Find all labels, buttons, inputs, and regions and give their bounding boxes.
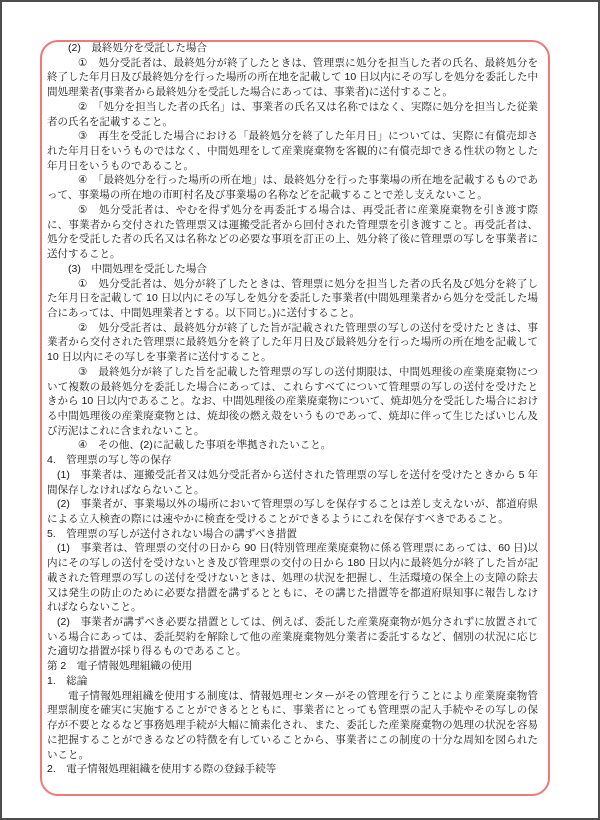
document-text	[47, 41, 538, 777]
document-paragraph: (1) 事業者は、管理票の交付の日から 90 日(特別管理産業廃棄物に係る管理票にあっては、60 日)以内にその写しの送付を受けないとき及び管理票の交付の日から 180 日以内に最終処分が終了した旨が記載された管理票の写しの送付を受けないときは、処理の状況を把握し、生活環境の保全上の支障の除去又は発生の防止のために必要な措置を講ずるとともに、その講じた措置等を都道府県知事に報告しなければならないこと。	[47, 542, 538, 614]
document-paragraph: ① 処分受託者は、最終処分が終了したときは、管理票に処分を担当した者の氏名、最終処分を終了した年月日及び最終処分を行った場所の所在地を記載して 10 日以内にその写しを処分を委託した中間処理業者(事業者から最終処分を受託した場合にあっては、事業者)に送付すること。	[47, 56, 538, 99]
document-paragraph: ③ 再生を受託した場合における「最終処分を終了した年月日」については、実際に有償売却された年月日をいうものではなく、中間処理をして産業廃棄物を客観的に有償売却できる性状の物とした年月日をいうものであること。	[47, 130, 538, 172]
document-paragraph: ② 処分受託者は、最終処分が終了した旨が記載された管理票の写しの送付を受けたときは、事業者から交付された管理票に最終処分を終了した年月日及び最終処分を行った場所の所在地を記載して 10 日以内にその写しを事業者に送付すること。	[47, 321, 538, 364]
document-paragraph: ③ 最終処分が終了した旨を記載した管理票の写しの送付期限は、中間処理後の産業廃棄物について複数の最終処分を委託した場合にあっては、これらすべてについて管理票の写しの送付を受けたときから 10 日以内であること。なお、中間処理後の産業廃棄物について、焼却処分を受託した場合における中間処理後の産業廃棄物とは、焼却後の燃え殻をいうものであって、焼却に伴って生じたばいじん及び汚泥はこれに含まれないこと。	[47, 365, 538, 437]
document-paragraph: (2) 事業者が講ずべき必要な措置としては、例えば、委託した産業廃棄物が処分されずに放置されている場合にあっては、委託契約を解除して他の産業廃棄物処分業者に委託するなど、個別の状況に応じた適切な措置が採り得るものであること。	[47, 616, 538, 658]
document-paragraph: (1) 事業者は、運搬受託者又は処分受託者から送付された管理票の写しを送付を受けたときから 5 年間保存しなければならないこと。	[47, 468, 538, 496]
document-paragraph: ⑤ 処分受託者は、やむを得ず処分を再委託する場合は、再受託者に産業廃棄物を引き渡す際に、事業者から交付された管理票又は運搬受託者から回付された管理票を引き渡すこと。再受託者は、処分を受託した者の氏名又は名称などの必要な事項を訂正の上、処分終了後に管理票の写しを事業者に送付すること。	[47, 203, 538, 261]
document-paragraph: (3) 中間処理を受託した場合	[68, 262, 207, 275]
document-paragraph: (2) 事業者が、事業場以外の場所において管理票の写しを保存することは差し支えないが、都道府県による立入検査の際には速やかに検査を受けることができるようにこれを保存すべきであること。	[47, 498, 538, 525]
document-paragraph: 電子情報処理組織を使用する制度は、情報処理センターがその管理を行うことにより産業廃棄物管理票制度を確実に実施することができるとともに、事業者にとっても管理票の記入手続やその写しの保存が不要となるなど事務処理手続が大幅に簡素化され、また、委託した産業廃棄物の処理の状況を容易に把握することができるなどの特徴を有していることから、事業者にこの制度の十分な周知を図られたいこと。	[47, 689, 538, 761]
document-paragraph: ② 「処分を担当した者の氏名」は、事業者の氏名又は名称ではなく、実際に処分を担当した従業者の氏名を記載すること。	[47, 100, 538, 128]
document-paragraph: 1. 総論	[47, 674, 88, 687]
document-paragraph: 2. 電子情報処理組織を使用する際の登録手続等	[47, 763, 277, 776]
document-paragraph: ① 処分受託者は、処分が終了したときは、管理票に処分を担当した者の氏名及び処分を終了した年月日を記載して 10 日以内にその写しを処分を委託した事業者(中間処理業者から処分を受託した場合にあっては、中間処理業者とする。以下同じ。)に送付すること。	[47, 277, 538, 319]
document-paragraph: (2) 最終処分を受託した場合	[68, 42, 207, 54]
document-paragraph: ④ 「最終処分を行った場所の所在地」は、最終処分を行った事業場の所在地を記載するものであって、事業場の所在地の市町村名及び事業場の名称などを記載することで差し支えないこと。	[47, 174, 538, 202]
document-paragraph: 5. 管理票の写しが送付されない場合の講ずべき措置	[47, 527, 298, 540]
document-paragraph: 第 2 電子情報処理組織の使用	[47, 660, 193, 673]
document-paragraph: 4. 管理票の写し等の保存	[47, 454, 172, 467]
document-paragraph: ④ その他、(2)に記載した事項を準拠されたいこと。	[78, 439, 332, 452]
